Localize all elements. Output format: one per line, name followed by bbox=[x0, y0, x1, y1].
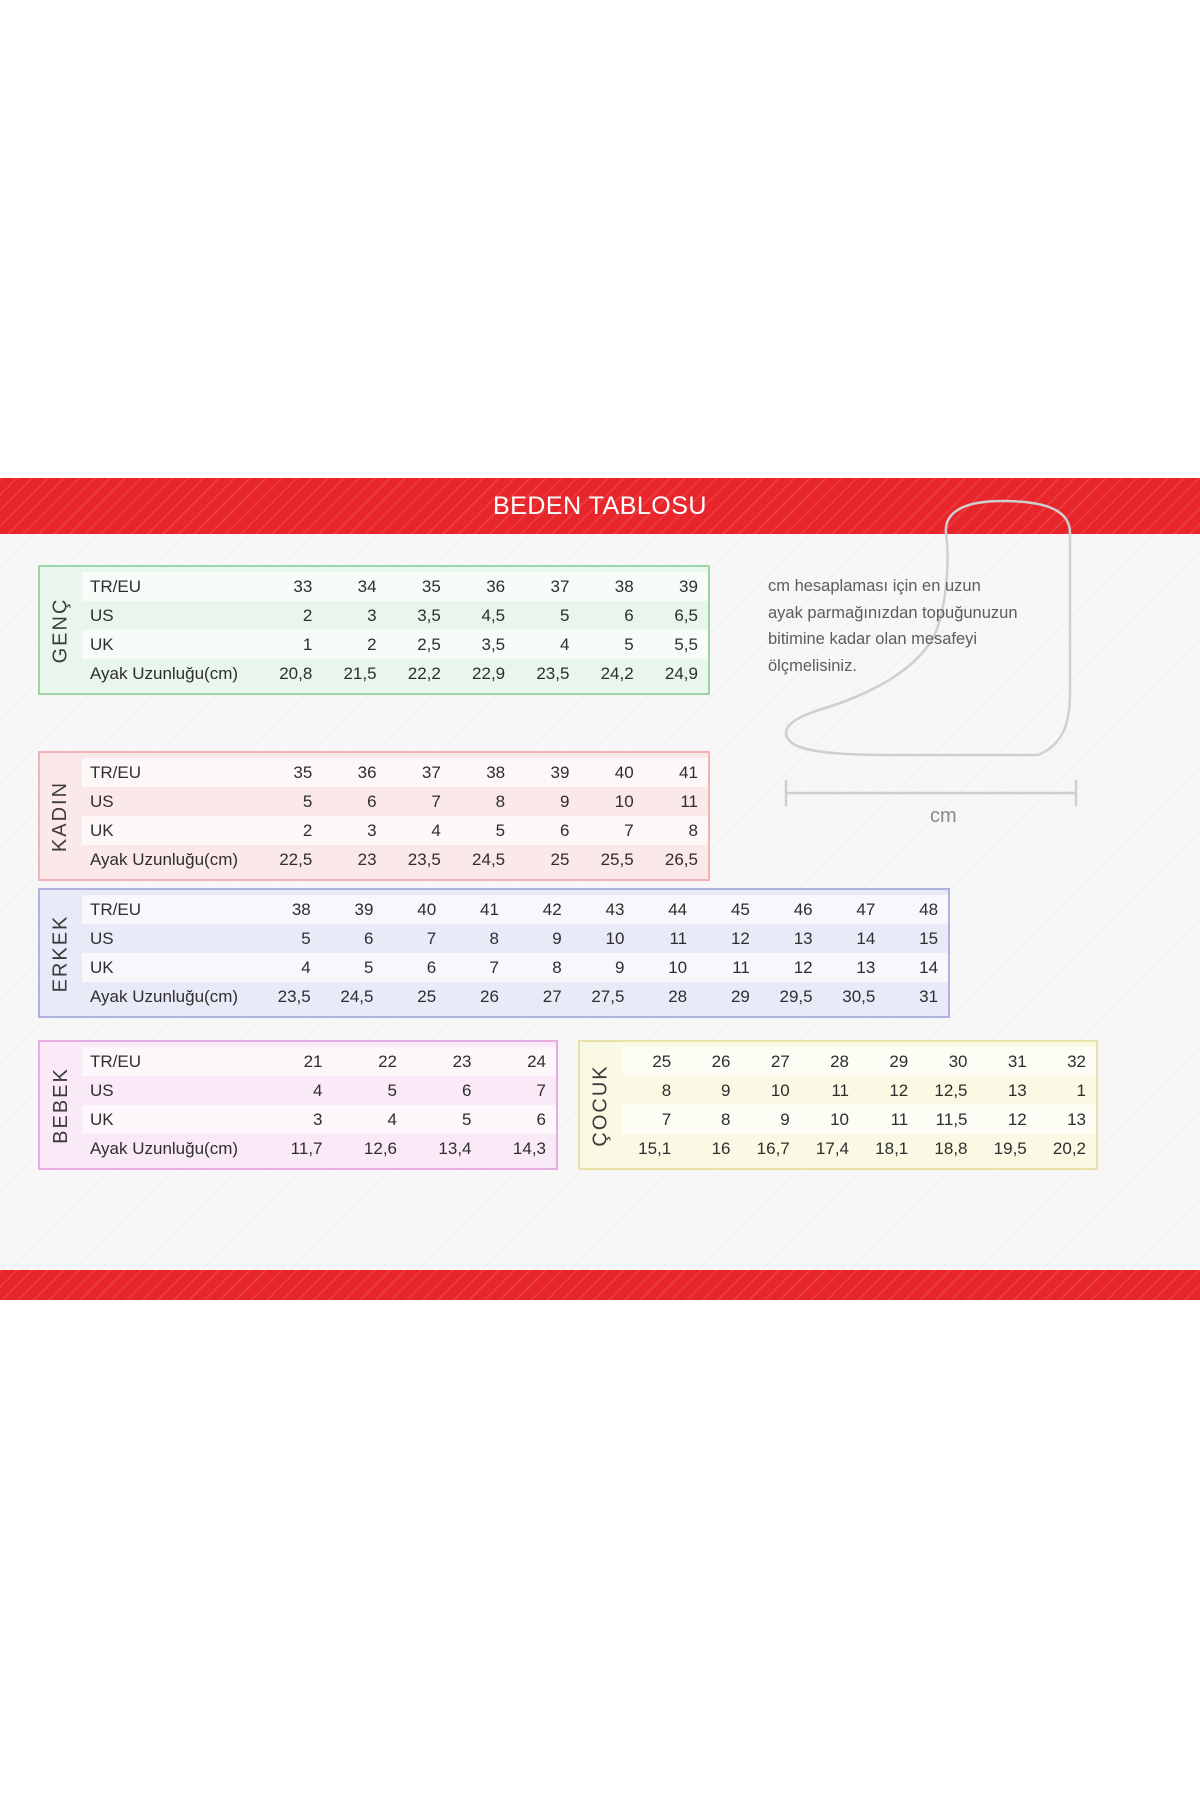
size-cell: 12 bbox=[889, 1080, 909, 1100]
group-label-text: ERKEK bbox=[49, 914, 72, 992]
table-row bbox=[622, 1105, 1096, 1134]
row-label: TR/EU bbox=[90, 1051, 141, 1071]
row-cells bbox=[622, 1052, 1096, 1072]
size-cell: 28 bbox=[668, 986, 688, 1006]
group-table-erkek bbox=[82, 890, 948, 1016]
size-cell: 16,7 bbox=[756, 1138, 790, 1158]
size-cell: 28 bbox=[830, 1051, 849, 1071]
group-label-text: GENÇ bbox=[49, 597, 72, 663]
size-cell: 5,5 bbox=[674, 634, 698, 654]
size-cell: 2 bbox=[302, 605, 313, 625]
size-cell: 26 bbox=[711, 1051, 731, 1071]
row-label: TR/EU bbox=[90, 576, 141, 596]
table-row bbox=[82, 953, 948, 982]
size-cell: 4,5 bbox=[481, 605, 506, 625]
group-label-cocuk bbox=[580, 1042, 622, 1168]
group-label-genc bbox=[40, 567, 82, 693]
table-row bbox=[82, 659, 708, 688]
row-label: Ayak Uzunluğu(cm) bbox=[90, 986, 239, 1006]
size-cell: 8 bbox=[721, 1109, 731, 1129]
group-label-bebek bbox=[40, 1042, 82, 1168]
size-cell: 26 bbox=[480, 986, 499, 1006]
row-cells bbox=[258, 606, 708, 626]
row-cells bbox=[258, 900, 948, 920]
size-cell: 24,2 bbox=[600, 663, 634, 683]
size-cell: 8 bbox=[661, 1080, 672, 1100]
size-cell: 36 bbox=[486, 576, 506, 596]
size-cell: 9 bbox=[614, 957, 625, 977]
size-cell: 37 bbox=[421, 762, 441, 782]
size-cell: 2 bbox=[302, 820, 313, 840]
size-cell: 4 bbox=[431, 820, 441, 840]
size-cell: 3 bbox=[367, 605, 377, 625]
size-cell: 43 bbox=[605, 899, 625, 919]
size-cell: 37 bbox=[550, 576, 570, 596]
size-cell: 11 bbox=[680, 791, 698, 811]
row-cells bbox=[258, 1052, 556, 1072]
size-cell: 40 bbox=[614, 762, 634, 782]
size-cell: 3,5 bbox=[481, 634, 506, 654]
size-cell: 46 bbox=[793, 899, 813, 919]
size-cell: 47 bbox=[856, 899, 876, 919]
size-cell: 14 bbox=[856, 928, 876, 948]
size-cell: 9 bbox=[780, 1109, 790, 1129]
table-row bbox=[622, 1076, 1096, 1105]
size-cell: 25 bbox=[417, 986, 437, 1006]
row-label: TR/EU bbox=[90, 899, 141, 919]
size-cell: 5 bbox=[387, 1080, 397, 1100]
table-row bbox=[82, 1134, 556, 1163]
size-cell: 8 bbox=[552, 957, 562, 977]
size-cell: 15,1 bbox=[638, 1138, 672, 1158]
size-cell: 22 bbox=[378, 1051, 397, 1071]
size-cell: 8 bbox=[495, 791, 506, 811]
group-table-genc bbox=[82, 567, 708, 693]
size-cell: 6 bbox=[364, 928, 374, 948]
size-cell: 6 bbox=[367, 791, 377, 811]
size-cell: 23,5 bbox=[407, 849, 441, 869]
row-cells bbox=[258, 850, 708, 870]
size-cell: 12,5 bbox=[934, 1080, 968, 1100]
row-label: UK bbox=[90, 634, 114, 654]
table-row bbox=[82, 895, 948, 924]
size-cell: 2,5 bbox=[417, 634, 441, 654]
table-row bbox=[82, 845, 708, 874]
row-label: US bbox=[90, 791, 114, 811]
size-cell: 7 bbox=[661, 1109, 672, 1129]
size-cell: 13,4 bbox=[438, 1138, 472, 1158]
size-cell: 20,8 bbox=[279, 663, 313, 683]
size-cell: 12 bbox=[793, 957, 813, 977]
size-cell: 3 bbox=[367, 820, 377, 840]
size-cell: 25,5 bbox=[600, 849, 634, 869]
row-cells bbox=[258, 763, 708, 783]
size-cell: 8 bbox=[688, 820, 698, 840]
size-cell: 18,1 bbox=[875, 1138, 909, 1158]
row-cells bbox=[258, 987, 948, 1007]
table-row bbox=[82, 630, 708, 659]
size-cell: 5 bbox=[495, 820, 506, 840]
size-cell: 24,5 bbox=[472, 849, 506, 869]
size-cell: 7 bbox=[489, 957, 499, 977]
table-row bbox=[622, 1134, 1096, 1163]
size-cell: 11 bbox=[669, 928, 688, 948]
size-cell: 9 bbox=[559, 791, 570, 811]
chart-bottom-bar bbox=[0, 1270, 1200, 1300]
size-cell: 7 bbox=[431, 791, 441, 811]
size-cell: 3 bbox=[313, 1109, 323, 1129]
row-label: UK bbox=[90, 820, 114, 840]
table-row bbox=[622, 1047, 1096, 1076]
size-cell: 10 bbox=[830, 1109, 849, 1129]
size-cell: 30,5 bbox=[842, 986, 876, 1006]
size-cell: 11 bbox=[831, 1080, 849, 1100]
size-cell: 25 bbox=[652, 1051, 672, 1071]
size-cell: 5 bbox=[559, 605, 570, 625]
table-row bbox=[82, 816, 708, 845]
cm-measure-label: cm bbox=[930, 805, 957, 827]
size-cell: 6 bbox=[426, 957, 437, 977]
size-cell: 2 bbox=[367, 634, 377, 654]
size-cell: 17,4 bbox=[815, 1138, 849, 1158]
size-cell: 24 bbox=[527, 1051, 546, 1071]
size-cell: 7 bbox=[426, 928, 437, 948]
size-cell: 1 bbox=[302, 634, 313, 654]
row-cells bbox=[258, 1081, 556, 1101]
size-cell: 7 bbox=[536, 1080, 546, 1100]
row-cells bbox=[258, 1139, 556, 1159]
size-cell: 31 bbox=[919, 986, 939, 1006]
size-cell: 25 bbox=[550, 849, 570, 869]
row-cells bbox=[258, 635, 708, 655]
row-cells bbox=[258, 577, 708, 597]
row-label: UK bbox=[90, 957, 114, 977]
row-label: US bbox=[90, 605, 114, 625]
size-cell: 26,5 bbox=[664, 849, 698, 869]
size-cell: 39 bbox=[354, 899, 374, 919]
table-row bbox=[82, 572, 708, 601]
size-cell: 10 bbox=[770, 1080, 790, 1100]
row-cells bbox=[622, 1139, 1096, 1159]
size-cell: 22,2 bbox=[407, 663, 441, 683]
size-cell: 13 bbox=[1007, 1080, 1027, 1100]
size-cell: 27 bbox=[770, 1051, 790, 1071]
size-cell: 42 bbox=[542, 899, 562, 919]
size-cell: 11,7 bbox=[290, 1138, 323, 1158]
row-label: TR/EU bbox=[90, 762, 141, 782]
row-cells bbox=[258, 958, 948, 978]
size-cell: 39 bbox=[679, 576, 698, 596]
size-cell: 45 bbox=[730, 899, 750, 919]
row-label: UK bbox=[90, 1109, 114, 1129]
group-table-cocuk bbox=[622, 1042, 1096, 1168]
table-row bbox=[82, 601, 708, 630]
size-cell: 6 bbox=[624, 605, 634, 625]
size-cell: 38 bbox=[291, 899, 311, 919]
table-row bbox=[82, 787, 708, 816]
size-cell: 9 bbox=[552, 928, 562, 948]
size-cell: 7 bbox=[624, 820, 634, 840]
size-group-cocuk bbox=[578, 1040, 1098, 1170]
size-cell: 34 bbox=[357, 576, 377, 596]
size-cell: 11 bbox=[732, 957, 750, 977]
size-group-erkek bbox=[38, 888, 950, 1018]
size-cell: 12 bbox=[1007, 1109, 1027, 1129]
size-cell: 23,5 bbox=[277, 986, 311, 1006]
size-cell: 44 bbox=[668, 899, 688, 919]
size-cell: 10 bbox=[614, 791, 634, 811]
size-cell: 29 bbox=[889, 1051, 909, 1071]
size-cell: 19,5 bbox=[993, 1138, 1027, 1158]
size-cell: 1 bbox=[1076, 1080, 1086, 1100]
size-cell: 30 bbox=[948, 1051, 968, 1071]
size-cell: 3,5 bbox=[417, 605, 441, 625]
row-label: Ayak Uzunluğu(cm) bbox=[90, 663, 239, 683]
row-cells bbox=[258, 664, 708, 684]
group-table-kadin bbox=[82, 753, 708, 879]
size-cell: 10 bbox=[605, 928, 625, 948]
size-cell: 6 bbox=[559, 820, 570, 840]
size-cell: 21 bbox=[303, 1051, 323, 1071]
size-cell: 24,5 bbox=[340, 986, 374, 1006]
size-cell: 4 bbox=[301, 957, 311, 977]
size-cell: 31 bbox=[1007, 1051, 1027, 1071]
group-table-bebek bbox=[82, 1042, 556, 1168]
row-cells bbox=[258, 929, 948, 949]
size-cell: 38 bbox=[486, 762, 506, 782]
size-cell: 12,6 bbox=[363, 1138, 397, 1158]
size-cell: 23 bbox=[452, 1051, 472, 1071]
table-row bbox=[82, 758, 708, 787]
row-cells bbox=[258, 1110, 556, 1130]
size-cell: 13 bbox=[856, 957, 876, 977]
table-row bbox=[82, 924, 948, 953]
size-cell: 40 bbox=[417, 899, 437, 919]
size-cell: 6 bbox=[536, 1109, 546, 1129]
size-cell: 38 bbox=[614, 576, 634, 596]
size-cell: 10 bbox=[668, 957, 688, 977]
size-cell: 5 bbox=[624, 634, 634, 654]
size-cell: 14,3 bbox=[512, 1138, 546, 1158]
size-cell: 15 bbox=[919, 928, 939, 948]
size-cell: 29,5 bbox=[779, 986, 813, 1006]
page-title: BEDEN TABLOSU bbox=[493, 491, 707, 520]
size-cell: 6,5 bbox=[674, 605, 698, 625]
size-chart bbox=[0, 478, 1200, 1300]
size-cell: 23,5 bbox=[536, 663, 570, 683]
size-cell: 22,9 bbox=[472, 663, 506, 683]
size-cell: 23 bbox=[357, 849, 377, 869]
size-cell: 8 bbox=[489, 928, 499, 948]
size-group-bebek bbox=[38, 1040, 558, 1170]
size-cell: 4 bbox=[559, 634, 570, 654]
size-cell: 16 bbox=[711, 1138, 731, 1158]
row-label: Ayak Uzunluğu(cm) bbox=[90, 1138, 239, 1158]
row-label: US bbox=[90, 928, 114, 948]
size-cell: 11,5 bbox=[935, 1109, 968, 1129]
size-cell: 24,9 bbox=[664, 663, 698, 683]
measurement-note: cm hesaplaması için en uzun ayak parmağınızdan topuğunuzun bitimine kadar olan mesafeyi ölçmelisiniz. bbox=[768, 577, 1018, 676]
size-cell: 13 bbox=[1067, 1109, 1086, 1129]
size-cell: 35 bbox=[293, 762, 313, 782]
size-cell: 5 bbox=[462, 1109, 472, 1129]
size-cell: 13 bbox=[793, 928, 813, 948]
size-cell: 29 bbox=[730, 986, 750, 1006]
size-cell: 20,2 bbox=[1052, 1138, 1086, 1158]
size-cell: 12 bbox=[730, 928, 750, 948]
table-row bbox=[82, 1047, 556, 1076]
size-cell: 5 bbox=[302, 791, 313, 811]
size-cell: 22,5 bbox=[279, 849, 313, 869]
table-row bbox=[82, 1076, 556, 1105]
size-cell: 27,5 bbox=[591, 986, 625, 1006]
size-cell: 39 bbox=[550, 762, 570, 782]
size-cell: 41 bbox=[679, 762, 698, 782]
size-cell: 18,8 bbox=[934, 1138, 968, 1158]
size-group-genc bbox=[38, 565, 710, 695]
size-cell: 36 bbox=[357, 762, 377, 782]
size-cell: 4 bbox=[387, 1109, 397, 1129]
table-row bbox=[82, 1105, 556, 1134]
size-cell: 41 bbox=[480, 899, 499, 919]
row-cells bbox=[622, 1110, 1096, 1130]
group-label-erkek bbox=[40, 890, 82, 1016]
group-label-text: ÇOCUK bbox=[589, 1063, 612, 1147]
size-cell: 14 bbox=[919, 957, 939, 977]
size-cell: 11 bbox=[890, 1109, 909, 1129]
row-cells bbox=[258, 792, 708, 812]
size-cell: 9 bbox=[721, 1080, 731, 1100]
size-group-kadin bbox=[38, 751, 710, 881]
size-cell: 33 bbox=[293, 576, 313, 596]
size-cell: 5 bbox=[364, 957, 374, 977]
row-label: US bbox=[90, 1080, 114, 1100]
size-cell: 6 bbox=[462, 1080, 472, 1100]
table-row bbox=[82, 982, 948, 1011]
size-cell: 5 bbox=[301, 928, 311, 948]
group-label-text: BEBEK bbox=[49, 1066, 72, 1144]
size-cell: 4 bbox=[313, 1080, 323, 1100]
size-cell: 21,5 bbox=[343, 663, 377, 683]
row-cells bbox=[258, 821, 708, 841]
group-label-kadin bbox=[40, 753, 82, 879]
size-cell: 35 bbox=[421, 576, 441, 596]
group-label-text: KADIN bbox=[49, 780, 72, 852]
size-cell: 48 bbox=[919, 899, 939, 919]
size-cell: 32 bbox=[1067, 1051, 1086, 1071]
row-cells bbox=[622, 1081, 1096, 1101]
size-cell: 27 bbox=[542, 986, 562, 1006]
row-label: Ayak Uzunluğu(cm) bbox=[90, 849, 239, 869]
